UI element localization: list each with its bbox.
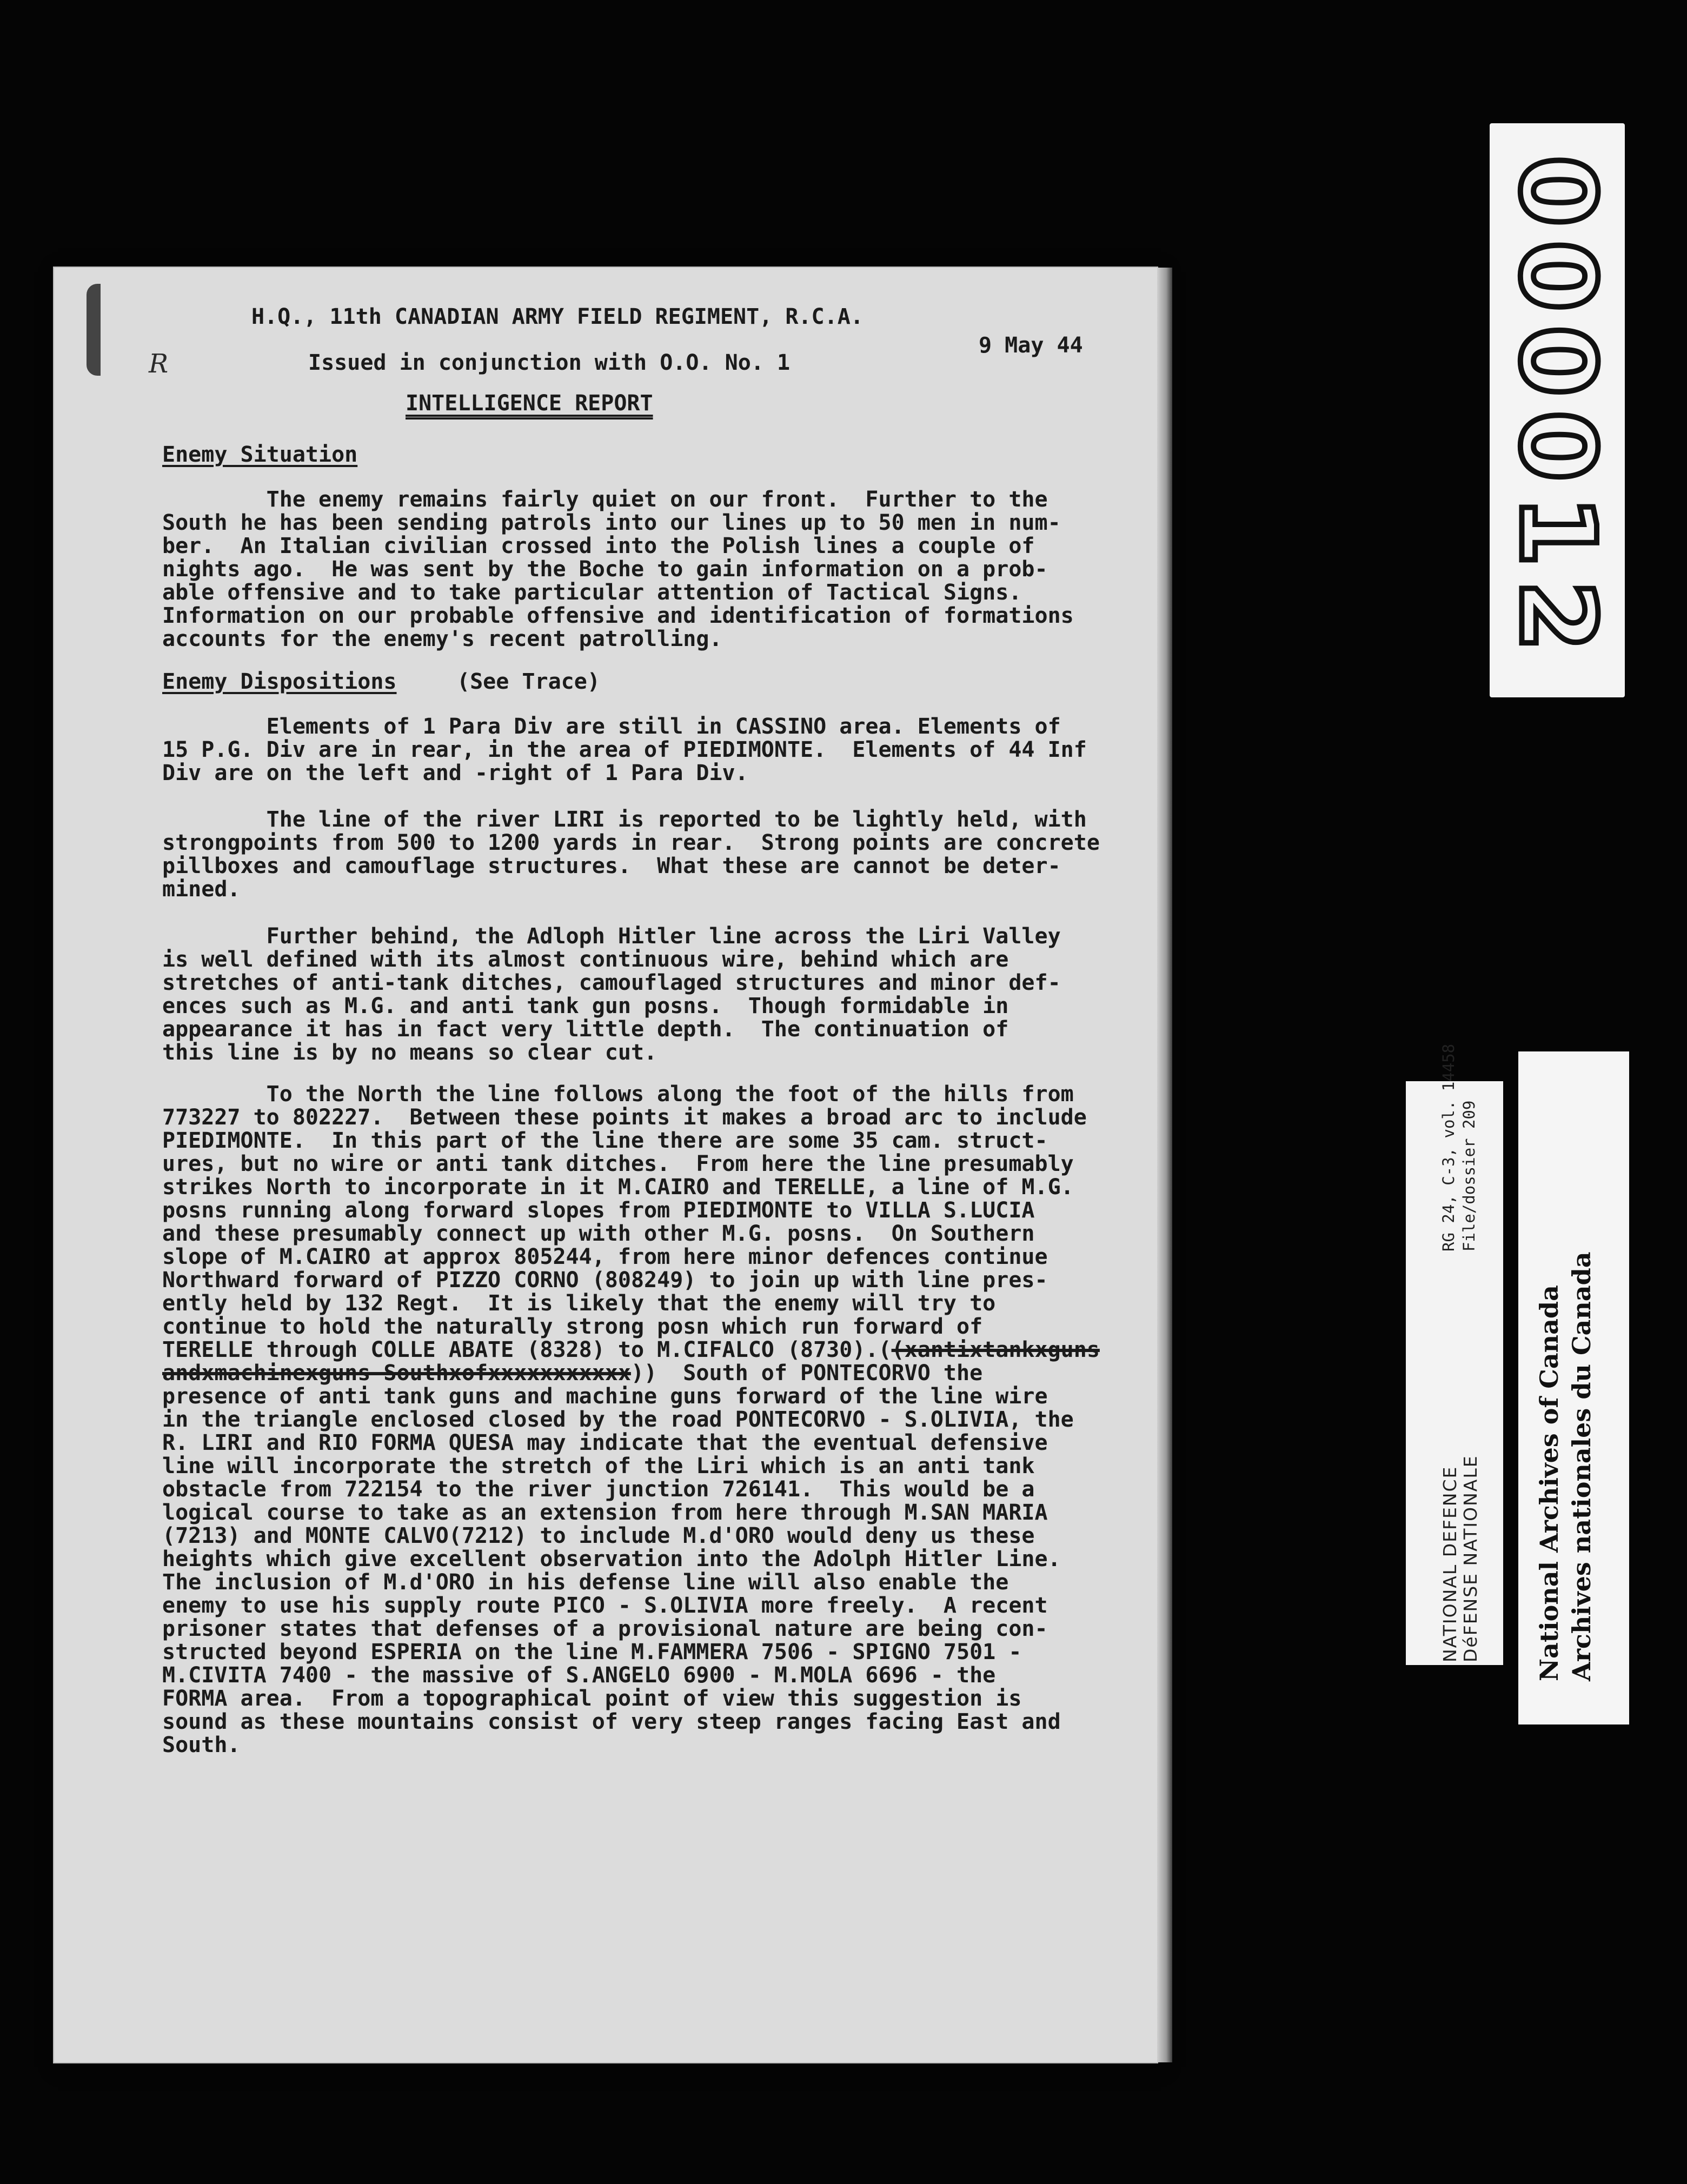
dispositions-paragraph-2: The line of the river LIRI is reported to be lightly held, with strongpoints from 500 to 1200 yards in rear. Strong points are concrete pillboxes and camouflage structures. What these are cannot be deter- mined.: [162, 807, 1100, 902]
paragraph-4-text-a: To the North the line follows along the foot of the hills from 773227 to 802227. Between these points it makes a broad arc to include PIEDIMONTE. In this part of the line there are some 35 cam. struct- ures, but no wire or anti tank ditches. From here the line presumably strikes North to incorporate in it M.CAIRO and TERELLE, a line of M.G. posns running along forward slopes from PIEDIMONTE to VILLA S.LUCIA and these presumably connect up with other M.G. posns. On Southern slope of M.CAIRO at approx 805244, from here minor defences continue Northward forward of PIZZO CORNO (808249) to join up with line pres- ently held by 132 Regt. It is likely that the enemy will try to continue to hold the naturally strong posn which run forward of TERELLE through COLLE ABATE (8328) to M.CIFALCO (8730).(: [162, 1082, 1087, 1362]
national-archives-en: National Archives of Canada: [1535, 1285, 1564, 1681]
national-defence-fr: DéFENSE NATIONALE: [1460, 1455, 1481, 1662]
document-date: 9 May 44: [979, 333, 1083, 358]
see-trace-note: (See Trace): [457, 669, 600, 694]
handwritten-corner-note: R: [149, 349, 169, 379]
page-edge: [1157, 268, 1172, 2062]
reel-number: 000012: [1497, 155, 1617, 665]
issued-line: Issued in conjunction with O.O. No. 1: [308, 350, 791, 375]
document-page: [54, 268, 1157, 2062]
report-title: INTELLIGENCE REPORT: [406, 391, 653, 416]
dispositions-paragraph-3: Further behind, the Adloph Hitler line across the Liri Valley is well defined with its almost continuous wire, behind which are stretches of anti-tank ditches, camouflaged structures and minor def- ences such as M.G. and anti tank gun posns. Though formidable in appearance it has in fact very little depth. The continuation of this line is by no means so clear cut.: [162, 924, 1061, 1065]
national-defence-en: NATIONAL DEFENCE: [1439, 1466, 1460, 1662]
struck-out-text-2: andxmachinexguns Southxofxxxxxxxxxxx: [162, 1361, 631, 1386]
struck-out-text-1: (xantixtankxguns: [891, 1337, 1100, 1362]
binder-clip-mark: [87, 284, 152, 376]
enemy-situation-paragraph: The enemy remains fairly quiet on our front. Further to the South he has been sending patrols into our lines up to 50 men in num- ber. An Italian civilian crossed into the Polish lines a couple of nights ago. He was sent by the Boche to gain information on a prob- able offensive and to take particular attention of Tactical Signs. Information on our probable offensive and identification of formations accounts for the enemy's recent patrolling.: [162, 487, 1074, 651]
enemy-dispositions-heading: Enemy Dispositions: [162, 669, 397, 694]
national-archives-fr: Archives nationales du Canada: [1567, 1251, 1596, 1681]
archive-reference-volume: RG 24, C-3, vol. 14458: [1439, 1043, 1458, 1251]
dispositions-paragraph-4: [162, 1083, 1100, 1757]
enemy-situation-heading: Enemy Situation: [162, 442, 358, 467]
letterhead: H.Q., 11th CANADIAN ARMY FIELD REGIMENT, R.C.A.: [251, 304, 864, 329]
dispositions-paragraph-1: Elements of 1 Para Div are still in CASSINO area. Elements of 15 P.G. Div are in rear, in the area of PIEDIMONTE. Elements of 44 Inf Div are on the left and -right of 1 Para Div.: [162, 714, 1087, 785]
archive-reference-file: File/dossier 209: [1460, 1100, 1478, 1251]
reel-number-label: [1490, 123, 1625, 697]
paragraph-4-text-b: )) South of PONTECORVO the presence of anti tank guns and machine guns forward of the line wire in the triangle enclosed closed by the road PONTECORVO - S.OLIVIA, the R. LIRI and RIO FORMA QUESA may indicate that the eventual defensive line will incorporate the stretch of the Liri which is an anti tank obstacle from 722154 to the river junction 726141. This would be a logical course to take as an extension from here through M.SAN MARIA (7213) and MONTE CALVO(7212) to include M.d'ORO would deny us these heights which give excellent observation into the Adolph Hitler Line. The inclusion of M.d'ORO in his defense line will also enable the enemy to use his supply route PICO - S.OLIVIA more freely. A recent prisoner states that defenses of a provisional nature are being con- structed beyond ESPERIA on the line M.FAMMERA 7506 - SPIGNO 7501 - M.CIVITA 7400 - the massive of S.ANGELO 6900 - M.MOLA 6696 - the FORMA area. From a topographical point of view this suggestion is sound as these mountains consist of very steep ranges facing East and South.: [162, 1361, 1074, 1757]
